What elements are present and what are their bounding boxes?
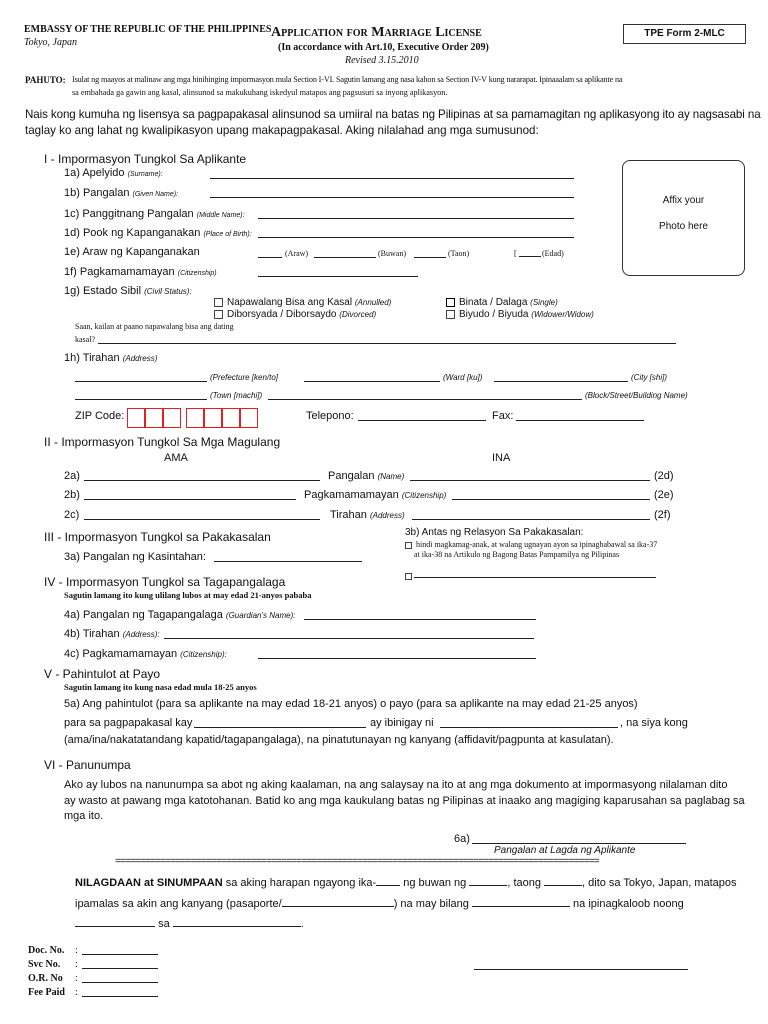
intro-line-2: taglay ko ang lahat ng kwalipikasyon upang makapagpakasal. Aking nilalahad ang mga sumusunod: (25, 124, 539, 137)
section-1-title: I - Impormasyon Tungkol Sa Aplikante (44, 152, 247, 166)
zip-box-1[interactable] (127, 408, 145, 428)
field-6a-label: 6a) (454, 833, 470, 845)
given-name-input[interactable] (210, 197, 574, 198)
year-label: (Taon) (448, 249, 470, 258)
section-4-title: IV - Impormasyon Tungkol sa Tagapangalaga (44, 575, 286, 589)
telephone-input[interactable] (358, 420, 486, 421)
passport-number-input[interactable] (472, 906, 570, 907)
passport-type-input[interactable] (282, 906, 394, 907)
consent-relation-label: , na siya kong (620, 717, 688, 729)
ward-label: (Ward [ku]) (443, 373, 483, 382)
section-5-title: V - Pahintulot at Payo (44, 667, 161, 681)
mother-citizenship-input[interactable] (452, 499, 650, 500)
father-address-input[interactable] (84, 519, 320, 520)
checkbox-icon[interactable] (446, 298, 455, 307)
year-input[interactable] (544, 885, 582, 886)
day-input[interactable] (258, 257, 282, 258)
consent-giver-input[interactable] (440, 727, 618, 728)
field-1g-label: 1g) Estado Sibil (Civil Status): (64, 285, 192, 297)
consent-for-label: para sa pagpapakasal kay (64, 717, 193, 729)
status-divorced-option[interactable]: Diborsyada / Diborsaydo (Divorced) (214, 309, 376, 320)
relationship-note-1: hindi magkamag-anak, at walang ugnayan ayon sa ipinagbabawal sa ika-37 (405, 540, 657, 549)
field-2a-label: 2a) (64, 470, 80, 482)
age-bracket-open: [ (514, 249, 517, 258)
annulment-question: Saan, kailan at paano napawalang bisa ang dating (75, 322, 234, 331)
town-label: (Town [machi]) (210, 391, 263, 400)
address-label: Tirahan (Address) (330, 509, 405, 521)
or-no-label: O.R. No (28, 973, 63, 984)
field-2c-label: 2c) (64, 509, 80, 521)
field-1b-label: 1b) Pangalan (Given Name): (64, 187, 179, 199)
father-header: AMA (164, 452, 188, 464)
photo-text-1: Affix your (662, 195, 705, 206)
oath-line-3: mga ito. (64, 810, 104, 822)
father-citizenship-input[interactable] (84, 499, 296, 500)
annulment-question-2: kasal? (75, 335, 95, 344)
photo-box (622, 160, 745, 276)
section-5-note: Sagutin lamang ito kung nasa edad mula 18-25 anyos (64, 682, 257, 692)
fax-input[interactable] (516, 420, 644, 421)
guardian-address-input[interactable] (164, 638, 534, 639)
embassy-location: Tokyo, Japan (24, 37, 77, 48)
city-input[interactable] (494, 381, 628, 382)
fee-paid-input[interactable] (82, 996, 158, 997)
divider: ================================================================================================ (115, 856, 599, 867)
section-6-title: VI - Panunumpa (44, 758, 131, 772)
colon: : (75, 973, 78, 984)
prefecture-input[interactable] (75, 381, 207, 382)
age-input[interactable] (519, 256, 541, 257)
instructions-line-2: sa embahada ga gawin ang kasal, alinsunod sa makukuhang iskedyul matapos ang pagsusuri sa inyong aplikasyon. (72, 88, 448, 97)
mother-address-input[interactable] (412, 519, 650, 520)
colon: : (75, 945, 78, 956)
status-widow-option[interactable]: Biyudo / Biyuda (Widower/Widow) (446, 309, 594, 320)
signature-caption: Pangalan at Lagda ng Aplikante (494, 845, 636, 856)
street-input[interactable] (268, 399, 582, 400)
applicant-signature-input[interactable] (472, 843, 686, 844)
doc-no-label: Doc. No. (28, 945, 65, 956)
zip-box-7[interactable] (240, 408, 258, 428)
status-single-option[interactable]: Binata / Dalaga (Single) (446, 297, 558, 308)
field-3a-label: 3a) Pangalan ng Kasintahan: (64, 551, 206, 563)
field-1e-label: 1e) Araw ng Kapanganakan (64, 246, 200, 258)
telephone-label: Telepono: (306, 410, 354, 422)
fiance-name-input[interactable] (214, 561, 362, 562)
form-title: Application for Marriage License (271, 25, 482, 40)
fax-label: Fax: (492, 410, 514, 422)
issue-place-input[interactable] (173, 926, 301, 927)
section-4-note: Sagutin lamang ito kung ulilang lubos at may edad 21-anyos pababa (64, 590, 312, 600)
field-4a-label: 4a) Pangalan ng Tagapangalaga (Guardian's Name): (64, 609, 296, 621)
citizenship-input[interactable] (258, 276, 418, 277)
checkbox-icon[interactable] (214, 310, 223, 319)
block-label: (Block/Street/Building Name) (585, 391, 688, 400)
field-4b-label: 4b) Tirahan (Address): (64, 628, 160, 640)
day-input[interactable] (376, 885, 400, 886)
field-2d-label: (2d) (654, 470, 674, 482)
surname-input[interactable] (210, 178, 574, 179)
oath-line-2: ay wasto at pawang mga katotohanan. Batid ko ang mga kaukulang batas ng Pilipinas at inaako ang magiging kaparusahan sa paglabag sa (64, 795, 745, 807)
form-id-box: TPE Form 2-MLC (623, 24, 746, 44)
prefecture-label: (Prefecture [ken/to] (210, 373, 279, 382)
consent-given-label: ay ibinigay ni (370, 717, 434, 729)
colon: : (75, 987, 78, 998)
oath-line-1: Ako ay lubos na nanunumpa sa abot ng aking kaalaman, na ang salaysay na ito at ang mga dokumento at impormasyong nilalaman dito (64, 779, 728, 791)
field-4c-label: 4c) Pagkamamamayan (Citizenship): (64, 648, 227, 660)
instructions-line-1: Isulat ng maayos at malinaw ang mga hinihinging impormasyon mula Section I-VI. Sagutin lamang ang nasa kahon sa Section IV-V kung nararapat. Ipinaaalam sa aplikante na (72, 75, 623, 84)
relationship-other-input[interactable] (414, 577, 656, 578)
annulment-details-input[interactable] (98, 343, 676, 344)
town-input[interactable] (75, 399, 207, 400)
zip-box-4[interactable] (186, 408, 204, 428)
age-label: (Edad) (542, 249, 564, 258)
consent-line-3: (ama/ina/nakatatandang kapatid/tagapangalaga), na pinatutunayan ng kanyang (affidavit/pagpunta at kasulatan). (64, 734, 614, 746)
officer-signature-input[interactable] (474, 969, 688, 970)
field-1f-label: 1f) Pagkamamamayan (Citizenship) (64, 266, 217, 278)
field-1c-label: 1c) Panggitnang Pangalan (Middle Name): (64, 208, 245, 220)
instructions-label: PAHUTO: (25, 75, 66, 85)
year-input[interactable] (414, 257, 446, 258)
field-1a-label: 1a) Apelyido (Surname): (64, 167, 163, 179)
middle-name-input[interactable] (258, 218, 574, 219)
month-input[interactable] (314, 257, 376, 258)
guardian-name-input[interactable] (304, 619, 536, 620)
mother-name-input[interactable] (410, 480, 650, 481)
zip-label: ZIP Code: (75, 410, 125, 422)
father-name-input[interactable] (84, 480, 320, 481)
field-2b-label: 2b) (64, 489, 80, 501)
checkbox-icon[interactable] (446, 310, 455, 319)
notary-line-3: sa . (75, 918, 304, 930)
month-input[interactable] (469, 885, 507, 886)
field-2e-label: (2e) (654, 489, 674, 501)
or-no-input[interactable] (82, 982, 158, 983)
ward-input[interactable] (304, 381, 440, 382)
notary-line-2: ipamalas sa akin ang kanyang (pasaporte/ ) na may bilang na ipinagkaloob noong (75, 898, 684, 910)
embassy-name: EMBASSY OF THE REPUBLIC OF THE PHILIPPINES (24, 24, 272, 35)
consent-line-1: 5a) Ang pahintulot (para sa aplikante na may edad 18-21 anyos) o payo (para sa aplikante na may edad 21-25 anyos) (64, 698, 638, 710)
status-annulled-option[interactable]: Napawalang Bisa ang Kasal (Annulled) (214, 297, 391, 308)
mother-header: INA (492, 452, 511, 464)
photo-text-2: Photo here (659, 221, 708, 232)
section-2-title: II - Impormasyon Tungkol Sa Mga Magulang (44, 435, 281, 449)
issue-date-input[interactable] (75, 926, 155, 927)
zip-box-5[interactable] (204, 408, 222, 428)
checkbox-icon[interactable] (214, 298, 223, 307)
checkbox-icon[interactable] (405, 573, 412, 580)
checkbox-icon[interactable] (405, 542, 412, 549)
citizenship-label: Pagkamamamayan (Citizenship) (304, 489, 447, 501)
month-label: (Buwan) (378, 249, 406, 258)
zip-box-3[interactable] (163, 408, 181, 428)
intro-line-1: Nais kong kumuha ng lisensya sa pagpapakasal alinsunod sa umiiral na batas ng Pilipinas at sa pamamagitan ng aplikasyong ito ay nagsasabi na (25, 108, 761, 121)
zip-box-6[interactable] (222, 408, 240, 428)
doc-no-input[interactable] (82, 954, 158, 955)
notary-line-1: NILAGDAAN at SINUMPAAN sa aking harapan ngayong ika- ng buwan ng , taong , dito sa Tokyo, Japan, matapos (75, 877, 737, 889)
relationship-note-2: at ika-38 na Artikulo ng Bagong Batas Pampamilya ng Pilipinas (414, 550, 620, 559)
form-revised: Revised 3.15.2010 (345, 55, 419, 66)
section-3-title: III - Impormasyon Tungkol sa Pakakasalan (44, 530, 271, 544)
fee-paid-label: Fee Paid (28, 987, 65, 998)
svc-no-label: Svc No. (28, 959, 61, 970)
consent-fiance-input[interactable] (194, 727, 366, 728)
city-label: (City [shi]) (631, 373, 667, 382)
guardian-citizenship-input[interactable] (258, 658, 536, 659)
form-subtitle: (In accordance with Art.10, Executive Order 209) (278, 42, 489, 53)
birthplace-input[interactable] (258, 237, 574, 238)
zip-box-2[interactable] (145, 408, 163, 428)
field-2f-label: (2f) (654, 509, 671, 521)
field-1h-label: 1h) Tirahan (Address) (64, 352, 158, 364)
day-label: (Araw) (285, 249, 309, 258)
colon: : (75, 959, 78, 970)
field-1d-label: 1d) Pook ng Kapanganakan (Place of Birth): (64, 227, 252, 239)
svc-no-input[interactable] (82, 968, 158, 969)
field-3b-label: 3b) Antas ng Relasyon Sa Pakakasalan: (405, 527, 584, 538)
name-label: Pangalan (Name) (328, 470, 405, 482)
